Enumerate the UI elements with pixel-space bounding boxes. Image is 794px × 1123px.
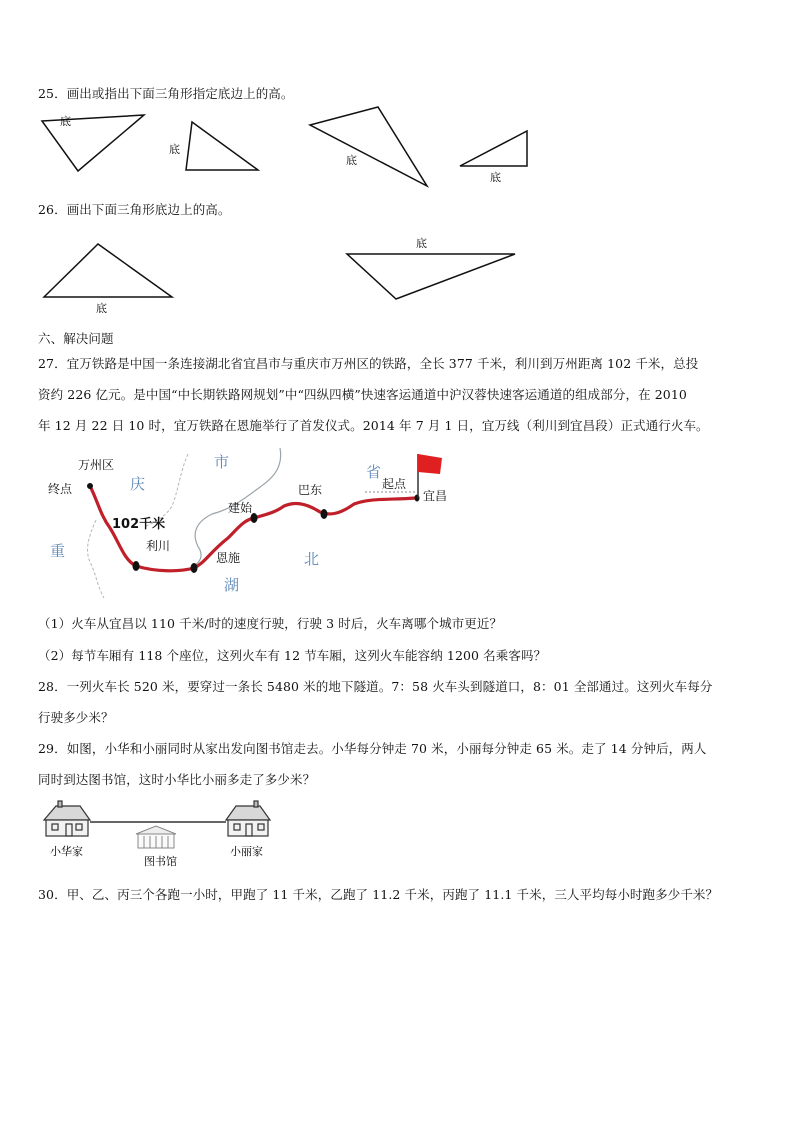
question-28-line-2: 行驶多少米？ [38,710,114,725]
map-label-enshi: 恩施 [216,551,241,565]
map-label-shi: 市 [214,453,230,471]
map-label-zhong: 重 [50,542,66,560]
base-label-3: 底 [346,154,357,167]
map-label-lichuan: 利川 [146,539,171,553]
question-27-sub-2: （2）每节车厢有 118 个座位，这列火车有 12 节车厢，这列火车能容纳 1200 名乘客吗？ [38,648,547,663]
library-icon [136,826,176,848]
base-label-5: 底 [96,302,107,315]
library-label: 图书馆 [144,855,177,868]
base-label-2: 底 [169,143,180,156]
triangle-1 [42,114,144,171]
xiaohua-house-icon [44,801,90,836]
map-label-sheng: 省 [366,463,382,481]
question-28-line-1: 28．一列火车长 520 米，要穿过一条长 5480 米的地下隧道。7：58 火车头到隧道口，8：01 全部通过。这列火车每分 [38,679,713,694]
map-label-badong: 巴东 [298,483,323,497]
question-27-line-1: 27．宜万铁路是中国一条连接湖北省宜昌市与重庆市万州区的铁路，全长 377 千米，利川到万州距离 102 千米，总投 [38,356,699,371]
question-26-text: 26．画出下面三角形底边上的高。 [38,202,231,217]
xiaohua-home-label: 小华家 [50,845,83,858]
base-label-4: 底 [490,171,501,184]
map-label-bei: 北 [304,550,320,568]
question-27-line-3: 年 12 月 22 日 10 时，宜万铁路在恩施举行了首发仪式。2014 年 7 月 1 日，宜万线（利川到宜昌段）正式通行火车。 [38,418,709,433]
question-29-line-2: 同时到达图书馆，这时小华比小丽多走了多少米？ [38,772,316,787]
xiaoli-house-icon [226,801,270,836]
wanzhou-station [87,483,93,489]
map-label-distance: 102千米 [112,517,166,532]
xiaoli-home-label: 小丽家 [230,845,263,858]
question-29-line-1: 29．如图，小华和小丽同时从家出发向图书馆走去。小华每分钟走 70 米，小丽每分钟走 65 米。走了 14 分钟后，两人 [38,741,707,756]
base-label-1: 底 [60,115,71,128]
triangle-6 [347,236,515,299]
triangle-5 [44,244,172,315]
map-label-wanzhou: 万州区 [78,458,115,472]
lichuan-station [133,561,140,571]
triangle-3 [310,107,427,186]
question-27-line-2: 资约 226 亿元。是中国“中长期铁路网规划”中“四纵四横”快速客运通道中沪汉蓉快速客运通道的组成部分，在 2010 [38,387,687,402]
map-label-start: 起点 [382,477,407,491]
badong-station [321,509,328,519]
railway-map [40,442,470,602]
map-label-jianshi: 建始 [228,501,253,515]
question-30-text: 30．甲、乙、丙三个各跑一小时，甲跑了 11 千米，乙跑了 11.2 千米，丙跑了 11.1 千米，三人平均每小时跑多少千米？ [38,887,719,902]
triangle-4 [460,131,527,184]
q29-diagram [40,798,280,872]
map-label-terminal: 终点 [48,482,73,496]
base-label-6: 底 [416,237,427,250]
triangle-2 [169,122,258,170]
map-label-yichang: 宜昌 [423,489,448,503]
enshi-station [191,563,198,573]
q26-triangles [30,232,530,316]
q25-triangles [30,104,540,194]
map-label-hu: 湖 [224,576,240,594]
section-heading: 六、解决问题 [38,331,114,346]
question-25-text: 25．画出或指出下面三角形指定底边上的高。 [38,86,294,101]
question-27-sub-1: （1）火车从宜昌以 110 千米/时的速度行驶，行驶 3 时后，火车离哪个城市更近？ [38,616,503,631]
map-label-chong-qing: 庆 [130,475,146,493]
